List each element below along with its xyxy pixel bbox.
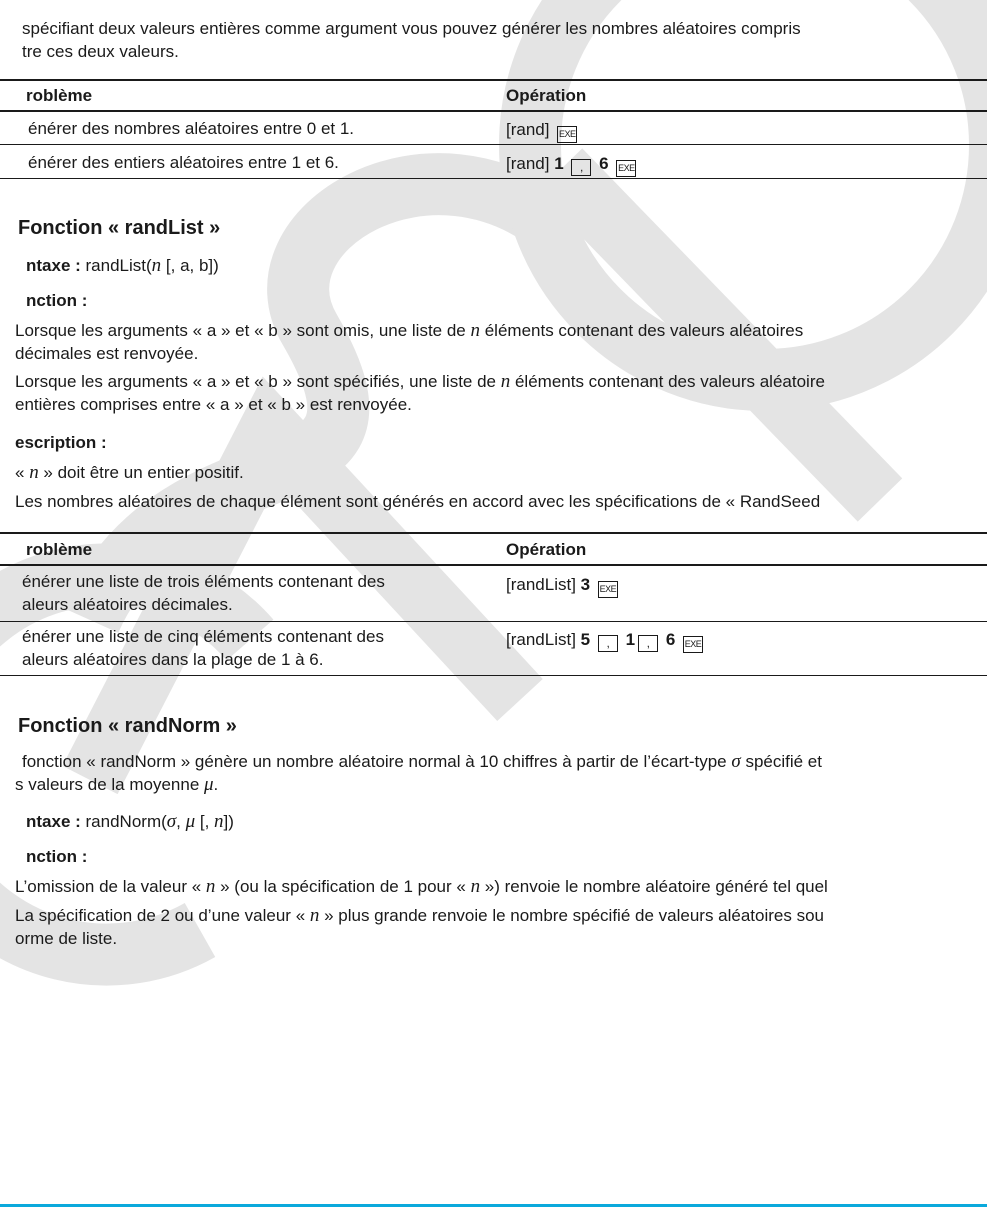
digit-1: 1: [625, 630, 636, 649]
rand-command: [rand]: [506, 120, 550, 139]
text: » plus grande renvoie le nombre spécifié de valeurs aléatoires sou: [319, 906, 825, 925]
randlist-desc-p1: [15, 462, 244, 484]
randlist-syntax: [26, 255, 219, 277]
exe-key-icon: EXE: [598, 581, 618, 598]
table2-row-2-operation: [506, 629, 706, 653]
comma-key-icon: ,: [598, 635, 618, 652]
randnorm-syntax: [26, 811, 234, 833]
randlist-function-p1-line2: décimales est renvoyée.: [15, 344, 199, 363]
randnorm-function-p1: [15, 876, 828, 898]
syntax-label: ntaxe :: [26, 812, 81, 831]
var-sigma: σ: [166, 811, 177, 832]
table1-header-problem: roblème: [26, 86, 93, 105]
randlist-desc-p2: Les nombres aléatoires de chaque élément sont générés en accord avec les spécifications de « RandSeed: [15, 492, 821, 511]
digit-3: 3: [580, 575, 591, 594]
var-n: n: [500, 371, 511, 392]
table2-header-operation: Opération: [506, 540, 587, 559]
text: » doit être un entier positif.: [38, 463, 244, 482]
intro-line-2: tre ces deux valeurs.: [22, 42, 179, 61]
text: randNorm(: [80, 812, 167, 831]
text: s valeurs de la moyenne: [15, 775, 204, 794]
table1-bottom-rule: [0, 178, 987, 179]
intro-line-1: spécifiant deux valeurs entières comme argument vous pouvez générer les nombres aléatoires compris: [22, 19, 801, 38]
randnorm-function-p2-line1: [15, 905, 824, 927]
text: ») renvoie le nombre aléatoire généré tel quel: [480, 877, 828, 896]
exe-key-icon: EXE: [683, 636, 703, 653]
table2-header-rule: [0, 564, 987, 566]
exe-key-icon: EXE: [557, 126, 577, 143]
comma-key-icon: ,: [571, 159, 591, 176]
randnorm-function-label: nction :: [26, 847, 88, 866]
text: «: [15, 463, 30, 482]
var-n: n: [151, 255, 162, 276]
randnorm-heading: Fonction « randNorm »: [18, 715, 237, 737]
var-n: n: [309, 905, 320, 926]
table1-header-rule: [0, 110, 987, 112]
randlist-description-label: escription :: [15, 433, 107, 452]
table1-row-rule: [0, 144, 987, 145]
text: .: [213, 775, 219, 794]
text: ]): [223, 812, 234, 831]
syntax-text-end: [, a, b]): [161, 256, 219, 275]
text: Lorsque les arguments « a » et « b » sont spécifiés, une liste de: [15, 372, 501, 391]
table2-row-rule: [0, 621, 987, 622]
table2-row-1-problem-line1: énérer une liste de trois éléments contenant des: [22, 572, 385, 591]
digit-6: 6: [599, 154, 609, 173]
text: éléments contenant des valeurs aléatoires: [480, 321, 804, 340]
table2-row-1-operation: [506, 574, 621, 598]
var-sigma: σ: [731, 751, 741, 772]
table2-top-rule: [0, 532, 987, 534]
table2-row-1-problem-line2: aleurs aléatoires décimales.: [22, 595, 233, 614]
text: ,: [176, 812, 186, 831]
digit-1: 1: [554, 154, 564, 173]
digit-6: 6: [665, 630, 676, 649]
randnorm-desc-line2: [15, 774, 218, 796]
randnorm-desc-line1: [22, 751, 822, 773]
text: La spécification de 2 ou d’une valeur «: [15, 906, 310, 925]
table1-row-2-operation: [506, 153, 639, 177]
var-n: n: [205, 876, 216, 897]
table2-row-2-problem-line1: énérer une liste de cinq éléments contenant des: [22, 627, 384, 646]
syntax-label: ntaxe :: [26, 256, 81, 275]
var-n: n: [29, 462, 39, 483]
randlist-function-p1-line1: [15, 320, 803, 342]
var-mu: μ: [204, 774, 214, 795]
table2-row-2-problem-line2: aleurs aléatoires dans la plage de 1 à 6.: [22, 650, 324, 669]
randlist-command: [randList]: [506, 630, 576, 649]
table1-row-1-problem: énérer des nombres aléatoires entre 0 et 1.: [28, 119, 355, 138]
text: » (ou la spécification de 1 pour «: [215, 877, 471, 896]
randlist-function-label: nction :: [26, 291, 88, 310]
rand-command: [rand]: [506, 154, 550, 173]
text: éléments contenant des valeurs aléatoire: [510, 372, 825, 391]
randlist-heading: Fonction « randList »: [18, 217, 221, 239]
exe-key-icon: EXE: [616, 160, 636, 177]
var-mu: μ: [185, 811, 196, 832]
table1-header-operation: Opération: [506, 86, 587, 105]
randlist-function-p2-line1: [15, 371, 825, 393]
text: Lorsque les arguments « a » et « b » sont omis, une liste de: [15, 321, 471, 340]
text: spécifié et: [740, 752, 822, 771]
digit-5: 5: [580, 630, 591, 649]
table1-row-1-operation: [506, 119, 580, 143]
randnorm-function-p2-line2: orme de liste.: [15, 929, 118, 948]
randlist-function-p2-line2: entières comprises entre « a » et « b » est renvoyée.: [15, 395, 412, 414]
var-n: n: [470, 320, 480, 341]
text: L’omission de la valeur «: [15, 877, 206, 896]
text: [,: [195, 812, 215, 831]
comma-key-icon: ,: [638, 635, 658, 652]
table2-bottom-rule: [0, 675, 987, 676]
var-n: n: [214, 811, 224, 832]
syntax-text: randList(: [80, 256, 152, 275]
table2-header-problem: roblème: [26, 540, 93, 559]
table1-top-rule: [0, 79, 987, 81]
text: fonction « randNorm » génère un nombre aléatoire normal à 10 chiffres à partir de l’écart-type: [22, 752, 732, 771]
randlist-command: [randList]: [506, 575, 576, 594]
table1-row-2-problem: énérer des entiers aléatoires entre 1 et 6.: [28, 153, 339, 172]
var-n: n: [470, 876, 481, 897]
